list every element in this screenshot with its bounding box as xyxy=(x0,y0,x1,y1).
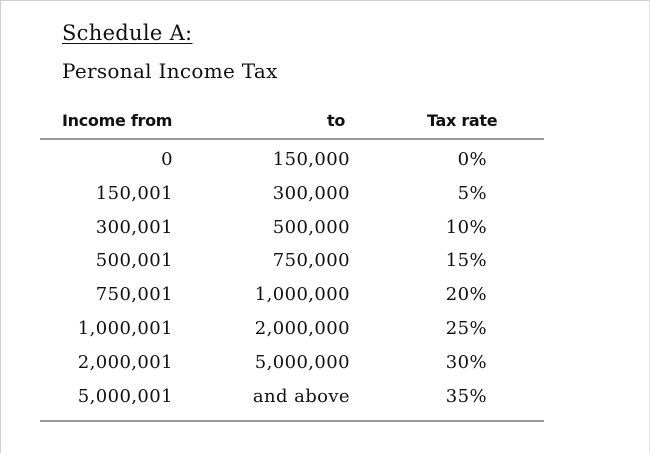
tax-rate-cell: 20% xyxy=(445,284,487,306)
frame-border-top xyxy=(0,0,650,1)
income-from-cell: 0 xyxy=(161,149,173,170)
income-to-cell: 150,000 xyxy=(272,149,350,170)
schedule-title: Schedule A: xyxy=(62,21,193,45)
income-from-cell: 1,000,001 xyxy=(77,317,173,339)
income-to-cell: 300,000 xyxy=(272,182,350,204)
table-title: Personal Income Tax xyxy=(62,59,278,83)
table-row xyxy=(0,312,650,346)
income-from-cell: 150,001 xyxy=(95,182,173,204)
table-row xyxy=(0,278,650,312)
table-row xyxy=(0,177,650,211)
table-row xyxy=(0,143,650,177)
tax-bracket-table xyxy=(0,143,650,413)
income-to-cell: 500,000 xyxy=(272,216,350,238)
income-to-cell: 1,000,000 xyxy=(254,284,350,306)
tax-rate-cell: 0% xyxy=(457,149,487,170)
table-bottom-divider xyxy=(40,420,544,422)
income-from-cell: 500,001 xyxy=(95,250,173,272)
table-row xyxy=(0,244,650,278)
tax-rate-cell: 15% xyxy=(445,250,487,272)
column-header-tax-rate: Tax rate xyxy=(427,111,498,130)
income-to-cell: 5,000,000 xyxy=(254,351,350,373)
table-row xyxy=(0,380,650,414)
income-from-cell: 2,000,001 xyxy=(77,351,173,373)
tax-rate-cell: 5% xyxy=(457,182,487,204)
income-to-cell: and above xyxy=(252,385,350,407)
tax-rate-cell: 10% xyxy=(445,216,487,238)
tax-rate-cell: 25% xyxy=(445,317,487,339)
income-from-cell: 300,001 xyxy=(95,216,173,238)
column-header-income-from: Income from xyxy=(62,111,173,130)
income-to-cell: 2,000,000 xyxy=(254,317,350,339)
income-from-cell: 5,000,001 xyxy=(77,385,173,407)
header-divider xyxy=(40,138,544,140)
table-row xyxy=(0,211,650,245)
column-header-to: to xyxy=(327,111,346,130)
income-from-cell: 750,001 xyxy=(95,284,173,306)
tax-rate-cell: 35% xyxy=(445,385,487,407)
income-to-cell: 750,000 xyxy=(272,250,350,272)
table-row xyxy=(0,346,650,380)
tax-rate-cell: 30% xyxy=(445,351,487,373)
